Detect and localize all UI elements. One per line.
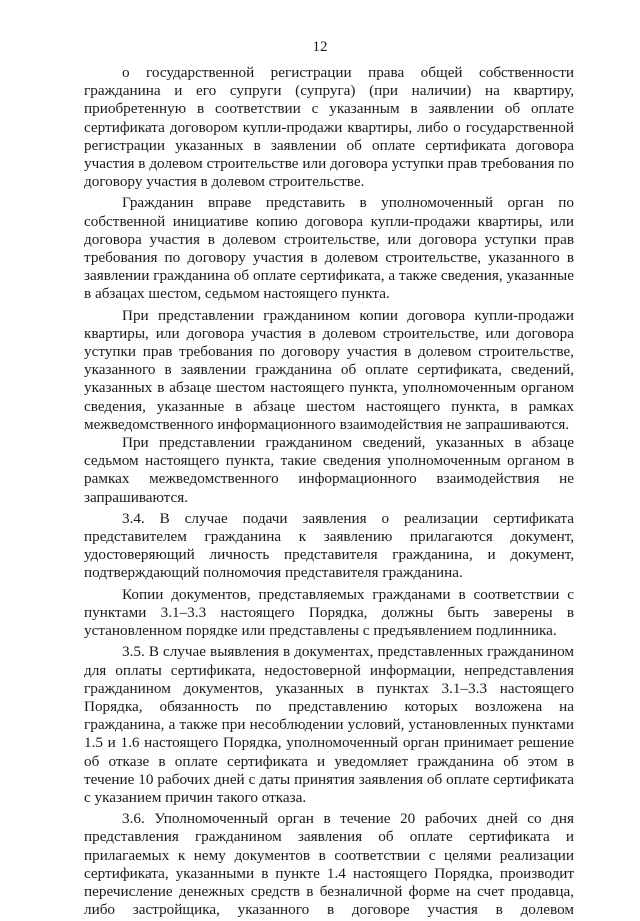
paragraph-copy-submission: При представлении гражданином копии договора купли-продажи квартиры, или договора участия в долевом строительстве, или договора уступки прав требования по договору участия в долевом строительстве, указанного в заявлении гражданина об оплате сертификата, сведений, указанных в абзаце шестом настоящего пункта, уполномоченным органом сведения, указанные в абзаце шестом настоящего пункта, в рамках межведомственного информационного взаимодействия не запрашиваются.	[84, 306, 574, 433]
paragraph-document-copies: Копии документов, представляемых гражданами в соответствии с пунктами 3.1–3.3 настоящего Порядка, должны быть заверены в установленном порядке или представлены с предъявлением подлинника.	[84, 585, 574, 640]
paragraph-clause-3-5: 3.5. В случае выявления в документах, представленных гражданином для оплаты сертификата, недостоверной информации, непредставления гражданином документов, указанных в пунктах 3.1–3.3 настоящего Порядка, обязанность по представлению которых возложена на гражданина, а также при несоблюдении условий, установленных пунктами 1.5 и 1.6 настоящего Порядка, уполномоченный орган принимает решение об отказе в оплате сертификата и уведомляет гражданина об этом в течение 10 рабочих дней с даты принятия заявления об оплате сертификата с указанием причин такого отказа.	[84, 643, 574, 806]
paragraph-info-submission: При представлении гражданином сведений, указанных в абзаце седьмом настоящего пункта, такие сведения уполномоченным органом в рамках межведомственного информационного взаимодействия не запрашиваются.	[84, 434, 574, 506]
paragraph-registration-continuation: о государственной регистрации права общей собственности гражданина и его супруги (супруга) (при наличии) на квартиру, приобретенную в соответствии с указанным в заявлении об оплате сертификата договором купли-продажи квартиры, либо о государственной регистрации указанных в заявлении об оплате сертификата договора участия в долевом строительстве или договора уступки прав требования по договору участия в долевом строительстве.	[84, 64, 574, 191]
paragraph-citizen-right: Гражданин вправе представить в уполномоченный орган по собственной инициативе копию договора купли-продажи квартиры, или договора участия в долевом строительстве, или договора уступки прав требования по договору участия в долевом строительстве, указанного в заявлении гражданина об оплате сертификата, а также сведения, указанные в абзацах шестом, седьмом настоящего пункта.	[84, 194, 574, 303]
page-number: 12	[312, 39, 328, 55]
paragraph-clause-3-4: 3.4. В случае подачи заявления о реализации сертификата представителем гражданина к заявлению прилагаются документ, удостоверяющий личность представителя гражданина, и документ, подтверждающий полномочия представителя гражданина.	[84, 509, 574, 582]
paragraph-clause-3-6: 3.6. Уполномоченный орган в течение 20 рабочих дней со дня представления гражданином заявления об оплате сертификата и прилагаемых к нему документов в соответствии с целями реализации сертификата, указанными в пункте 1.4 настоящего Порядка, производит перечисление денежных средств в безналичной форме на счет продавца, либо застройщика, указанного в договоре участия в долевом	[84, 810, 574, 919]
document-text-body	[84, 64, 574, 921]
